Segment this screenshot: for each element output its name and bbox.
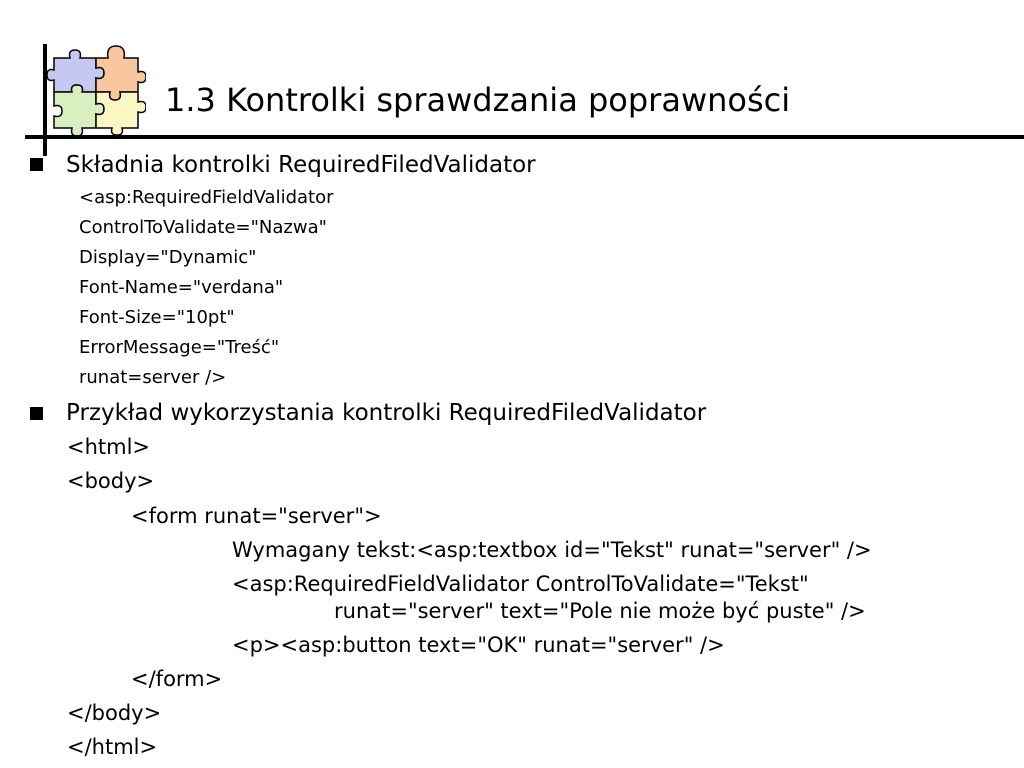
code-line: </html> (67, 735, 158, 759)
code-line: <asp:RequiredFieldValidator (79, 187, 334, 208)
puzzle-logo-icon (46, 40, 146, 135)
code-line: <form runat="server"> (131, 504, 382, 528)
code-line: </body> (67, 701, 162, 725)
code-line: ErrorMessage="Treść" (79, 337, 280, 358)
slide-title: 1.3 Kontrolki sprawdzania poprawności (165, 81, 791, 119)
horizontal-rule (25, 135, 1024, 139)
code-line: Font-Name="verdana" (79, 277, 284, 298)
bullet-text: Składnia kontrolki RequiredFiledValidator (66, 152, 536, 178)
puzzle-piece-yellow (96, 92, 146, 135)
bullet-marker (30, 407, 43, 420)
code-line: runat=server /> (79, 367, 227, 388)
code-line: <p><asp:button text="OK" runat="server" /> (232, 633, 725, 657)
code-line: <html> (67, 435, 151, 459)
code-line: Wymagany tekst:<asp:textbox id="Tekst" runat="server" /> (232, 538, 872, 562)
bullet-text: Przykład wykorzystania kontrolki RequiredFiledValidator (66, 400, 707, 426)
code-line: <asp:RequiredFieldValidator ControlToValidate="Tekst" (232, 572, 809, 596)
code-line: ControlToValidate="Nazwa" (79, 217, 327, 238)
code-line: <body> (67, 469, 155, 493)
code-line: runat="server" text="Pole nie może być puste" /> (334, 599, 866, 623)
code-line: Font-Size="10pt" (79, 307, 235, 328)
bullet-marker (30, 158, 43, 171)
code-line: Display="Dynamic" (79, 247, 257, 268)
code-line: </form> (131, 667, 223, 691)
